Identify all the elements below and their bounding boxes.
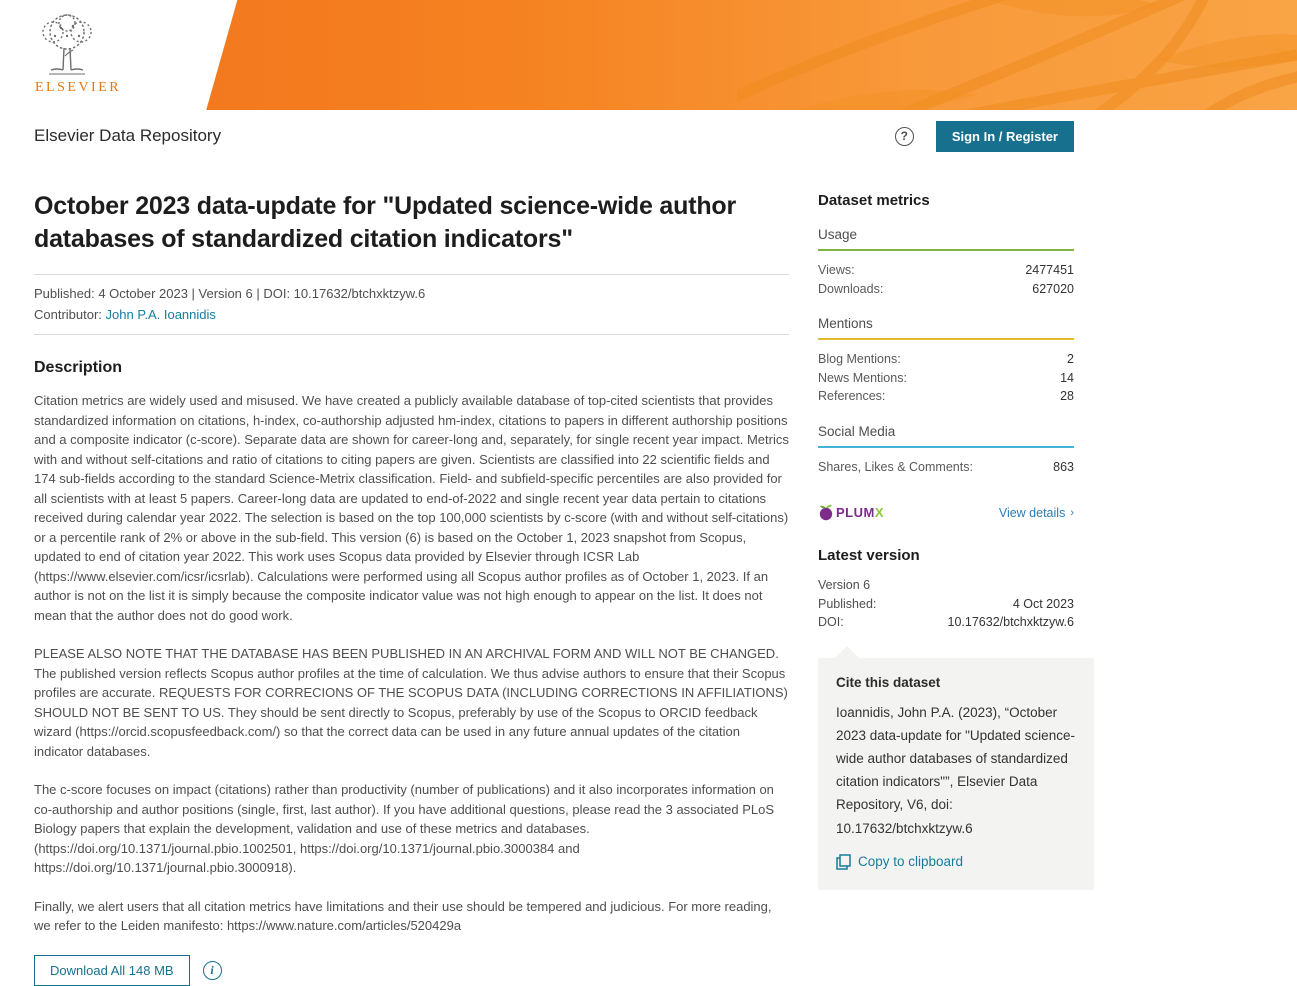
metric-row-downloads [818, 280, 1074, 299]
metric-row-references [818, 387, 1074, 406]
metric-value: 863 [1053, 459, 1074, 474]
elsevier-logo-text: ELSEVIER [35, 80, 122, 95]
description-paragraph: The c-score focuses on impact (citations) rather than productivity (number of publications) and it also incorporates information on co-authorship and author positions (single, first, last author). If you have additional questions, please read the 3 associated PLoS Biology papers that explain the development, validation and use of these metrics and databases. (https://doi.org/10.1371/journal.pbio.1002501, https://doi.org/10.1371/journal.pbio.3000384 and https://doi.org/10.1371/journal.pbio.3000918). [34, 782, 775, 875]
dataset-title: October 2023 data-update for "Updated science-wide author databases of standardized citation indicators" [34, 192, 736, 253]
metric-label: References: [818, 389, 886, 403]
site-title: Elsevier Data Repository [34, 126, 222, 145]
main-column [34, 178, 789, 986]
help-icon[interactable]: ? [895, 127, 914, 146]
description-paragraph: PLEASE ALSO NOTE THAT THE DATABASE HAS BEEN PUBLISHED IN AN ARCHIVAL FORM AND WILL NOT BE CHANGED. The published version reflects Scopus author profiles at the time of calculation. We thus advise authors to ensure that their Scopus profiles are accurate. REQUESTS FOR CORRECIONS OF THE SCOPUS DATA (INCLUDING CORRECTIONS IN AFFILIATIONS) SHOULD NOT BE SENT TO US. They should be sent directly to Scopus, preferably by use of the Scopus to ORCID feedback wizard (https://orcid.scopusfeedback.com/) so that the correct data can be used in any future annual updates of the citation indicator databases. [34, 646, 788, 759]
top-banner [0, 0, 1297, 110]
plumx-plum-icon [818, 504, 835, 521]
plumx-row [818, 504, 1074, 521]
sign-in-button[interactable]: Sign In / Register [936, 121, 1074, 152]
metric-label: News Mentions: [818, 370, 907, 385]
dataset-meta [34, 274, 789, 335]
metric-section-social-media [818, 424, 1094, 479]
copy-to-clipboard-button[interactable] [836, 854, 1076, 870]
download-all-button[interactable]: Download All 148 MB [34, 955, 190, 986]
metrics-heading: Dataset metrics [818, 192, 930, 209]
metric-value: 2477451 [1025, 263, 1074, 277]
sidebar [818, 178, 1094, 986]
latest-version-block [818, 576, 1094, 632]
cite-box-caret [834, 646, 860, 659]
subheader [0, 110, 1094, 162]
plumx-wordmark: PLUMX [836, 505, 885, 520]
copy-icon [836, 854, 851, 870]
contributor-line [34, 305, 789, 324]
metric-label: Views: [818, 263, 855, 277]
usage-title: Usage [818, 227, 1074, 251]
latest-doi-row [818, 613, 1074, 632]
metric-row-news-mentions [818, 369, 1074, 388]
metric-row-views [818, 261, 1074, 280]
page-content [0, 162, 1297, 986]
view-details-label: View details [998, 505, 1066, 520]
metric-label: Shares, Likes & Comments: [818, 459, 973, 474]
social-media-title: Social Media [818, 424, 1074, 448]
banner-orange-shape [0, 0, 1297, 110]
doi-label: DOI: [818, 615, 844, 629]
latest-published-row [818, 595, 1074, 614]
info-icon[interactable]: i [203, 961, 222, 980]
metric-row-blog-mentions [818, 350, 1074, 369]
cite-heading: Cite this dataset [836, 674, 941, 690]
metric-value: 28 [1060, 389, 1074, 403]
chevron-right-icon: › [1070, 506, 1074, 519]
view-details-link[interactable] [999, 506, 1074, 520]
banner-leaf-pattern [737, 0, 1297, 110]
metric-label: Downloads: [818, 281, 884, 296]
plumx-logo[interactable] [818, 504, 884, 521]
metric-value: 627020 [1032, 281, 1074, 296]
citation-text: Ioannidis, John P.A. (2023), “October 2023 data-update for "Updated science-wide author databases of standardized citation indicators"”, Elsevier Data Repository, V6, doi: 10.17632/btchxktzyw.6 [836, 704, 1075, 836]
copy-to-clipboard-label: Copy to clipboard [858, 854, 964, 870]
metric-row-shares-likes-comments [818, 458, 1074, 477]
description-paragraph: Citation metrics are widely used and misused. We have created a publicly available database of top-cited scientists that provides standardized information on citations, h-index, co-authorship adjusted hm-index, citations to papers in different authorship positions and a composite indicator (c-score). Separate data are shown for career-long and, separately, for single recent year impact. Metrics with and without self-citations and ratio of citations to citing papers are given. Scientists are classified into 22 scientific fields and 174 sub-fields according to the standard Science-Metrix classification. Field- and subfield-specific percentiles are also provided for all scientists with at least 5 papers. Career-long data are updated to end-of-2022 and single recent year data pertain to citations received during calendar year 2022. The selection is based on the top 100,000 scientists by c-score (with and without self-citations) or a percentile rank of 2% or above in the sub-field. This version (6) is based on the October 1, 2023 snapshot from Scopus, updated to end of citation year 2022. This work uses Scopus data provided by Elsevier through ICSR Lab (https://www.elsevier.com/icsr/icsrlab). Calculations were performed using all Scopus author profiles as of October 1, 2023. If an author is not on the list it is simply because the composite indicator value was not high enough to appear on the list. It does not mean that the author does not do good work. [34, 393, 789, 623]
elsevier-logo[interactable] [35, 12, 145, 96]
metric-value: 14 [1060, 370, 1074, 385]
published-value: 4 Oct 2023 [1012, 596, 1074, 611]
download-row [34, 955, 789, 986]
metric-value: 2 [1067, 352, 1074, 366]
mentions-title: Mentions [818, 316, 1074, 340]
published-line: Published: 4 October 2023 | Version 6 | DOI: 10.17632/btchxktzyw.6 [34, 286, 426, 301]
contributor-link[interactable]: John P.A. Ioannidis [105, 307, 216, 322]
metric-label: Blog Mentions: [818, 352, 901, 366]
version-line: Version 6 [818, 578, 871, 592]
description-paragraph: Finally, we alert users that all citation metrics have limitations and their use should be tempered and judicious. For more reading, we refer to the Leiden manifesto: https://www.nature.com/articles/520429a [34, 898, 772, 933]
description-heading: Description [34, 359, 123, 376]
contributor-label: Contributor: [34, 307, 102, 322]
latest-version-heading: Latest version [818, 547, 920, 564]
metric-section-usage [818, 227, 1094, 300]
metric-section-mentions [818, 316, 1094, 408]
cite-dataset-box [818, 658, 1094, 890]
doi-value: 10.17632/btchxktzyw.6 [947, 615, 1074, 629]
elsevier-tree-icon [35, 12, 99, 78]
published-label: Published: [818, 596, 877, 611]
